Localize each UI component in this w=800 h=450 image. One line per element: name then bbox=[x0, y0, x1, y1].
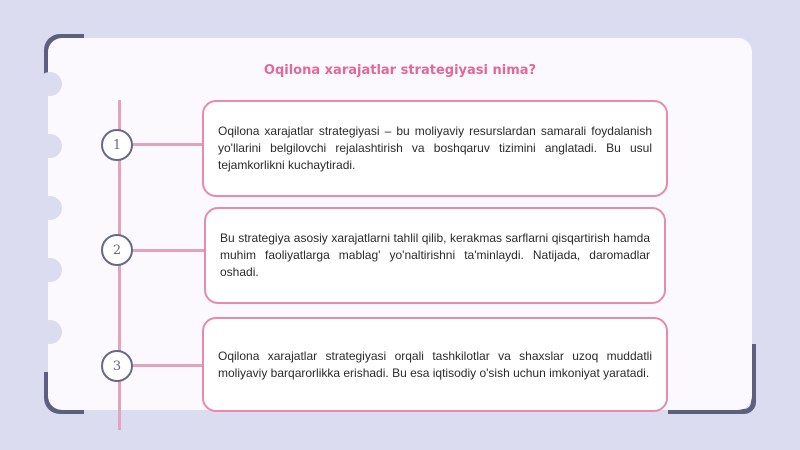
step-text: Bu strategiya asosiy xarajatlarni tahlil qilib, kerakmas sarflarni qisqartirish hamda muhim faoliyatlarga mablag' yo'naltirishni ta'minlaydi. Natijada, daromadlar oshadi. bbox=[220, 231, 650, 279]
step-number-badge: 3 bbox=[101, 350, 133, 382]
step-text: Oqilona xarajatlar strategiyasi – bu moliyaviy resurslardan samarali foydalanish yo'llarini belgilovchi rejalashtirish va boshqaruv tizimini anglatadi. Bu usul tejamkorlikni kuchaytiradi. bbox=[218, 124, 652, 172]
step-card bbox=[202, 317, 668, 412]
step-number-badge: 2 bbox=[101, 234, 133, 266]
step-number-badge: 1 bbox=[101, 129, 133, 161]
notebook-hole bbox=[38, 134, 62, 158]
notebook-hole bbox=[38, 196, 62, 220]
step-card bbox=[204, 207, 666, 304]
notebook-hole bbox=[38, 258, 62, 282]
slide-title: Oqilona xarajatlar strategiyasi nima? bbox=[263, 63, 537, 78]
notebook-hole bbox=[38, 320, 62, 344]
step-text: Oqilona xarajatlar strategiyasi orqali tashkilotlar va shaxslar uzoq muddatli moliyaviy barqarorlikka erishadi. Bu esa iqtisodiy o'sish uchun imkoniyat yaratadi. bbox=[218, 348, 652, 380]
step-card bbox=[202, 100, 668, 197]
